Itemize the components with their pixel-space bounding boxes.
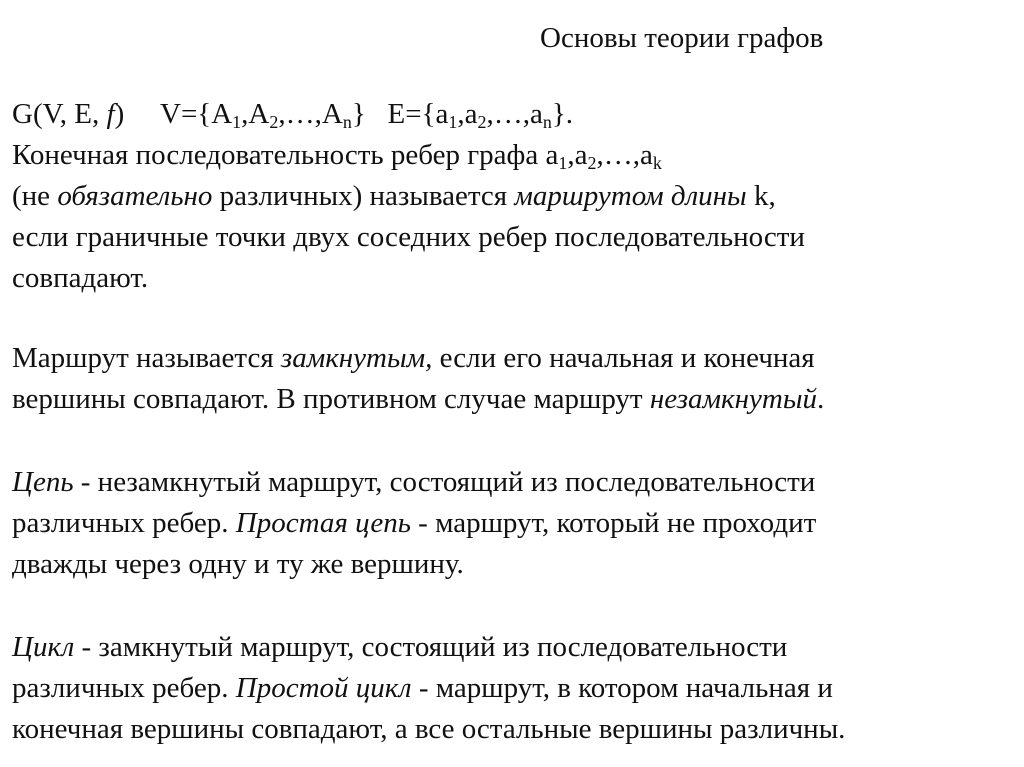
formula-e-sep: ,a	[457, 98, 478, 130]
intro-paragraph	[12, 94, 805, 299]
formula-v-open: V={A	[160, 98, 233, 130]
chain-paragraph	[12, 462, 816, 585]
closed-line-1	[12, 338, 824, 379]
chain-line-3: дважды через одну и ту же вершину.	[12, 548, 464, 580]
sub-a2: 2	[587, 153, 597, 173]
intro-line-5: совпадают.	[12, 262, 149, 294]
chain-line-2	[12, 503, 816, 544]
intro-line-3	[12, 176, 805, 217]
intro-text: Конечная последовательность ребер графа a	[12, 139, 559, 171]
cycle-text: - замкнутый маршрут, состоящий из последовательности	[74, 631, 788, 663]
cycle-line-1	[12, 627, 845, 668]
intro-text: ,a	[567, 139, 588, 171]
closed-text: .	[816, 383, 825, 415]
intro-text: различных) называется	[212, 180, 515, 212]
emphasis-text: обязательно	[57, 180, 213, 212]
term-simple-chain: Простая цепь	[235, 507, 411, 539]
closed-text: если его начальная и конечная	[432, 342, 815, 374]
intro-text: ,…,a	[596, 139, 653, 171]
sub-e2: 2	[477, 112, 487, 132]
chain-text: - незамкнутый маршрут, состоящий из последовательности	[73, 466, 816, 498]
chain-line-1	[12, 462, 816, 503]
sub-ak: k	[652, 153, 662, 173]
formula-e-ellipsis: ,…,a	[486, 98, 543, 130]
cycle-text: - маршрут, в котором начальная и	[411, 672, 833, 704]
sub-1: 1	[232, 112, 242, 132]
page-title: Основы теории графов	[540, 22, 824, 54]
formula-g: G(V, E,	[12, 98, 107, 130]
term-closed: замкнутым,	[280, 342, 433, 374]
term-simple-cycle: Простой цикл	[235, 672, 412, 704]
chain-text: - маршрут, который не проходит	[410, 507, 817, 539]
cycle-text: различных ребер.	[12, 672, 236, 704]
term-chain: Цепь	[12, 466, 74, 498]
formula-v-sep: ,A	[241, 98, 270, 130]
term-cycle: Цикл	[12, 631, 75, 663]
sub-2: 2	[269, 112, 279, 132]
term-route-length: маршрутом длины	[514, 180, 747, 212]
sub-e1: 1	[448, 112, 458, 132]
closed-line-2	[12, 379, 824, 420]
term-open: незамкнутый	[649, 383, 817, 415]
formula-v-ellipsis: ,…,A	[278, 98, 343, 130]
cycle-paragraph	[12, 627, 845, 750]
chain-text: различных ребер.	[12, 507, 236, 539]
intro-line-4: если граничные точки двух соседних ребер последовательности	[12, 221, 805, 253]
formula-f: f	[106, 98, 115, 130]
closed-text: Маршрут называется	[12, 342, 281, 374]
formula-e-close: }.	[551, 98, 574, 130]
formula-line	[12, 94, 805, 135]
closed-route-paragraph	[12, 338, 824, 420]
intro-text: (не	[12, 180, 58, 212]
formula-v-close: }	[351, 98, 366, 130]
sub-en: n	[542, 112, 552, 132]
sub-n: n	[342, 112, 352, 132]
cycle-line-2	[12, 668, 845, 709]
intro-line-2	[12, 135, 805, 176]
cycle-line-3: конечная вершины совпадают, а все остальные вершины различны.	[12, 713, 846, 745]
closed-text: вершины совпадают. В противном случае маршрут	[12, 383, 650, 415]
sub-a1: 1	[558, 153, 568, 173]
intro-text: k,	[746, 180, 776, 212]
formula-e-open: E={a	[387, 98, 449, 130]
formula-g-close: )	[114, 98, 125, 130]
